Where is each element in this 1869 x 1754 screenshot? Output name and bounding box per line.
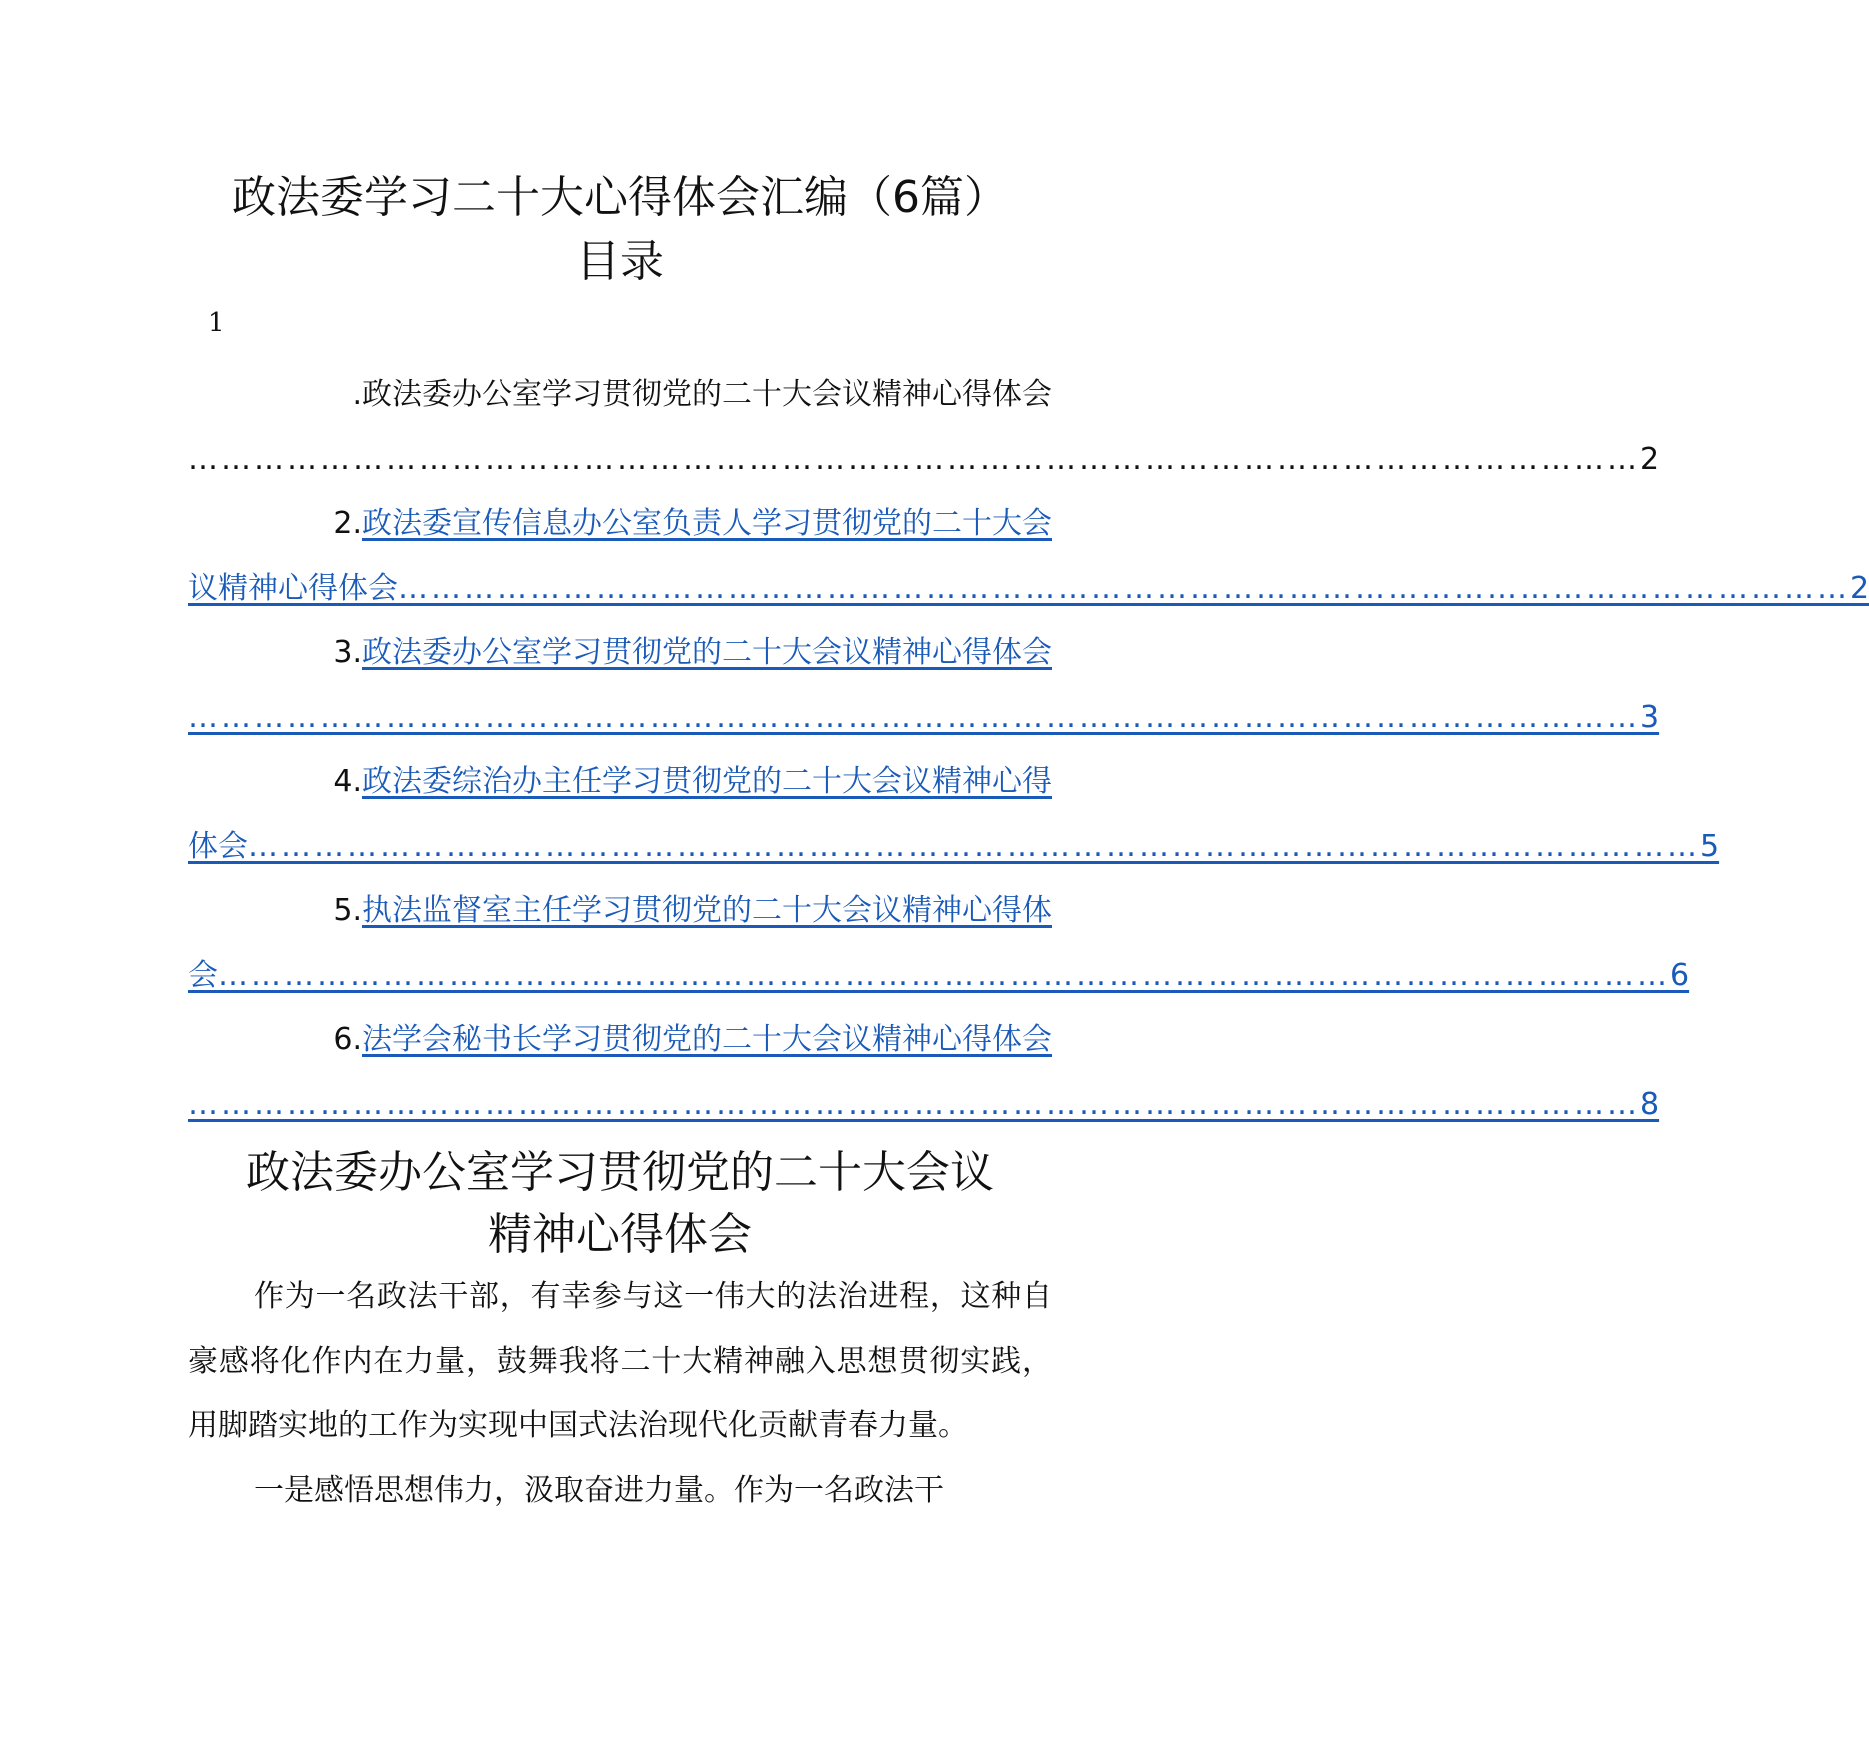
toc-entry-link-continued[interactable]: 议精神心得体会 [188, 570, 398, 606]
toc-heading: 目录 [576, 236, 664, 287]
toc-entry-link[interactable]: 政法委办公室学习贯彻党的二十大会议精神心得体会 [362, 635, 1052, 670]
page-marker: 1 [208, 308, 225, 338]
toc-leader-dots: …………………………………………………………………………………………………………………… [188, 441, 1640, 477]
toc-leader-dots: …………………………………………………………………………………………………………………… [188, 1086, 1640, 1122]
toc-leader-dots: …………………………………………………………………………………………………………………… [188, 699, 1640, 735]
toc-entry-number: 5. [333, 893, 362, 928]
article-title-line: 政法委办公室学习贯彻党的二十大会议 [246, 1147, 994, 1198]
article-title [120, 1142, 1120, 1266]
toc-page-number[interactable]: 5 [1700, 828, 1720, 864]
article-paragraph: 作为一名政法干部，有幸参与这一伟大的法治进程，这种自豪感将化作内在力量，鼓舞我将二十大精神融入思想贯彻实践，用脚踏实地的工作为实现中国式法治现代化贡献青春力量。 [188, 1279, 1052, 1443]
toc-entry[interactable] [188, 492, 1869, 621]
toc-entry[interactable] [188, 750, 1720, 879]
toc-entry[interactable] [188, 1008, 1660, 1137]
main-title: 政法委学习二十大心得体会汇编（6篇） [232, 172, 1008, 223]
toc-page-number[interactable]: 6 [1670, 957, 1690, 993]
toc-entry-link[interactable]: 政法委综治办主任学习贯彻党的二十大会议精神心得 [362, 764, 1052, 799]
toc-entry-number: 3. [333, 635, 362, 670]
toc-entry-link[interactable]: 法学会秘书长学习贯彻党的二十大会议精神心得体会 [362, 1022, 1052, 1057]
toc-leader-dots: …………………………………………………………………………………………………………………… [398, 570, 1850, 606]
article-body [188, 1265, 1052, 1523]
toc-leader-dots: …………………………………………………………………………………………………………………… [218, 957, 1670, 993]
toc-entry[interactable] [188, 621, 1660, 750]
toc-entry-number: 2. [333, 506, 362, 541]
toc-entry-number: 4. [333, 764, 362, 799]
toc-page-number[interactable]: 3 [1640, 699, 1660, 735]
toc-entry-number: 6. [333, 1022, 362, 1057]
toc-page-number[interactable]: 2 [1850, 570, 1869, 606]
toc-page-number: 2 [1640, 441, 1660, 477]
toc-entry [188, 363, 1660, 492]
toc-entry[interactable] [188, 879, 1690, 1008]
toc-leader-dots: …………………………………………………………………………………………………………………… [248, 828, 1700, 864]
toc-entry-link-continued[interactable]: 体会 [188, 828, 248, 864]
toc-entry-link-continued[interactable]: 会 [188, 957, 218, 993]
article-title-line: 精神心得体会 [488, 1209, 752, 1260]
toc-entry-link[interactable]: 政法委宣传信息办公室负责人学习贯彻党的二十大会 [362, 506, 1052, 541]
toc-entry-link[interactable]: 执法监督室主任学习贯彻党的二十大会议精神心得体 [362, 893, 1052, 928]
toc-page-number[interactable]: 8 [1640, 1086, 1660, 1122]
table-of-contents [188, 363, 1869, 1137]
toc-entry-title: .政法委办公室学习贯彻党的二十大会议精神心得体会 [352, 377, 1052, 412]
article-paragraph: 一是感悟思想伟力，汲取奋进力量。作为一名政法干 [254, 1472, 944, 1508]
